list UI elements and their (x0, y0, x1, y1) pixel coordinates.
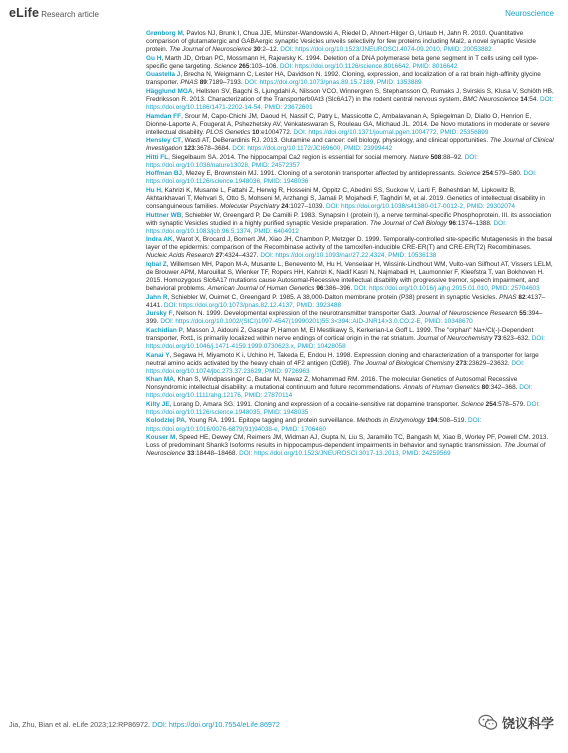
reference-links[interactable]: DOI: https://doi.org/10.1111/ahg.12176, PMID: 27870114 (146, 384, 533, 400)
reference-item (146, 236, 554, 260)
reference-pages: :394–399. (146, 310, 543, 326)
reference-links[interactable]: DOI: https://doi.org/10.1523/JNEUROSCI.3017-13.2013, PMID: 24259569 (239, 450, 451, 458)
reference-text: , Speed HE, Dewey CM, Reimers JM, Widman AJ, Gupta N, Liu S, Jaramillo TC, Bangash M, Xiao B, Worley PF, Powell CM. 2013. Loss of predominant Shank3 Isoforms results in hippocampus-dependent impairments in behavior and synaptic transmission. (146, 434, 549, 450)
footer-doi-link[interactable]: DOI: https://doi.org/10.7554/eLife.86972 (152, 720, 280, 729)
reference-item (146, 88, 554, 112)
reference-text: , Segawa H, Miyamoto K i, Uchino H, Takeda E, Endou H. 1998. Expression cloning and characterization of a transporter for large neutral amino acids activated by the heavy chain of 4F2 antigen (Cd98). (146, 351, 539, 367)
reference-item (146, 327, 554, 351)
reference-volume: 254 (482, 170, 493, 178)
section-label: Neuroscience (505, 9, 554, 18)
reference-pages: :103–106. (249, 62, 280, 70)
reference-journal: Journal of Neuroscience Research (418, 310, 518, 318)
reference-links[interactable]: DOI: https://doi.org/10.1172/JCI69600, PMID: 23999442 (232, 145, 393, 153)
reference-pages: :579–580. (493, 170, 524, 178)
reference-volume: 14 (520, 95, 528, 103)
reference-text: , Marth JD, Orban PC, Mossmann H, Rajewsky K. 1994. Deletion of a DNA polymerase beta gene segment in T cells using cell type-specific gene targeting. (146, 54, 539, 70)
reference-journal: The Journal of Biological Chemistry (352, 359, 455, 367)
reference-volume: 10 (252, 128, 260, 136)
reference-item (146, 187, 554, 211)
reference-authors: Kachidian P (146, 326, 183, 334)
reference-authors: Huttner WB (146, 211, 182, 219)
wechat-icon (478, 714, 498, 731)
reference-item (146, 137, 554, 153)
reference-pages: :342–368. (488, 384, 520, 392)
reference-links[interactable]: DOI: https://doi.org/10.1074/jbc.273.37.23629, PMID: 9726963 (146, 359, 525, 375)
reference-links[interactable]: DOI: https://doi.org/10.1093/nar/27.22.4324, PMID: 10536138 (260, 252, 437, 260)
reference-item (146, 310, 554, 326)
reference-volume: 80 (481, 384, 489, 392)
reference-volume: 265 (238, 62, 250, 70)
reference-links[interactable]: DOI: https://doi.org/10.1523/JNEUROSCI.4074-09.2010, PMID: 20053882 (280, 46, 492, 54)
reference-pages: :54. (527, 95, 540, 103)
reference-text: , Srour M, Capo-Chichi JM, Daoud H, Nassif C, Patry L, Massicotte C, Ambalavanan A, Spiegelman D, Diallo O, Henrion E, Dionne-Laporte A, Fougerat A, Pshezhetsky AV, Venkateswaran S, Rouleau GA, Michaud JL. 2014. De Novo mutations in moderate or severe intellectual disability. (146, 112, 550, 136)
reference-text: , Pavlos NJ, Brunk I, Chua JJE, Münster-Wandowski A, Riedel D, Ahnert-Hilger G, Urlaub H, Jahn R. 2010. Quantitative comparison of glutamatergic and GABAergic synaptic Vesicles unveils selectivity for few proteins including Mal2, a novel synaptic Vesicle protein. (146, 30, 537, 54)
reference-pages: :18448–18468. (194, 450, 240, 458)
reference-item (146, 212, 554, 236)
reference-item (146, 417, 554, 433)
reference-journal: The Journal of Clinical Investigation (146, 137, 554, 153)
reference-text: , Willemsen MH, Papon M-A, Musante L, Benevento M, Hu H, Venselaar H, Wissink-Lindhout WM, Vulto-van Silfhout AT, Vissers LELM, de Brouwer APM, Marouillat S, Wienker TF, Ropers HH, Kahrizi K, Nadif Kasri N, Najmabadi H, Laumonnier F, Kleefstra T, van Bokhoven H. 2015. Homozygous Slc6A17 mutations cause Autosomal-Recessive intellectual disability with progressive tremor, speech impairment, and behavioral problems. (146, 260, 553, 293)
reference-item (146, 113, 554, 137)
reference-journal: Annals of Human Genetics (403, 384, 480, 392)
reference-pages: :7189–7193. (206, 79, 245, 87)
reference-authors: Kolodziej PA (146, 417, 185, 425)
reference-journal: Nature (409, 153, 429, 161)
reference-text: , Mezey E, Brownstein MJ. 1991. Cloning of a serotonin transporter affected by antidepressants. (182, 170, 458, 178)
reference-journal: Journal of Neurochemistry (417, 334, 493, 342)
reference-volume: 27 (215, 252, 223, 260)
reference-text: , Siegelbaum SA. 2014. The hippocampal Ca2 region is essential for social memory. (168, 153, 410, 161)
reference-journal: The Journal of Neuroscience (146, 442, 546, 458)
reference-journal: Nucleic Acids Research (146, 252, 214, 260)
reference-item (146, 352, 554, 376)
reference-volume: 33 (187, 450, 195, 458)
reference-pages: :508–519. (437, 417, 468, 425)
reference-authors: Jahn R (146, 293, 168, 301)
reference-text: , Hellsten SV, Bagchi S, Ljungdahl A, Nilsson VCO, Winnergren S, Stephansson O, Rumaks J, Svirskis S, Klusa V, Schiöth HB, Fredriksson R. 2013. Characterization of the Transporterb0At3 (Slc6A17) in the rodent central nervous system. (146, 87, 554, 103)
reference-pages: :2–12. (260, 46, 281, 54)
reference-links[interactable]: DOI: https://doi.org/10.1002/(SICI)1097-4547(19990201)55:3<394::AID-JNR14>3.0.CO;2-E, PMID: 10348670 (160, 318, 473, 326)
watermark (478, 713, 554, 732)
logo-subtitle: Research article (41, 10, 99, 19)
reference-authors: Guastella J (146, 71, 181, 79)
reference-authors: Kouser M (146, 434, 176, 442)
reference-list (146, 30, 554, 459)
reference-item (146, 434, 554, 458)
reference-item (146, 294, 554, 310)
reference-volume: 254 (485, 400, 497, 408)
reference-journal: BMC Neuroscience (463, 95, 519, 103)
reference-text: , Wasti AT, DeBerardinis RJ. 2013. Glutamine and cancer: cell biology, physiology, and clinical opportunities. (181, 137, 490, 145)
reference-links[interactable]: DOI: https://doi.org/10.1371/journal.pgen.1004772, PMID: 25356899 (293, 128, 489, 136)
reference-authors: Indra AK (146, 236, 173, 244)
reference-links[interactable]: DOI: https://doi.org/10.1016/0076-6879(91)94038-e, PMID: 1706460 (146, 417, 482, 433)
reference-pages: :1374–1388. (455, 219, 494, 227)
footer-citation: Jia, Zhu, Bian et al. eLife 2023;12:RP86972. (9, 720, 153, 729)
reference-journal: PLOS Genetics (206, 128, 251, 136)
reference-text: , Schiebler W, Greengard P, De Camilli P. 1983. Synapsin I (protein I), a nerve terminal-specific Phosphoprotein. III. its association with synaptic Vesicles studied in a highly purified synaptic Vesicle preparation. (146, 211, 552, 227)
reference-links[interactable]: DOI: https://doi.org/10.1016/j.ajhg.2015.01.010, PMID: 25704603 (353, 285, 540, 293)
reference-volume: 24 (281, 203, 289, 211)
reference-volume: 30 (253, 46, 261, 54)
reference-pages: :386–396. (323, 285, 354, 293)
reference-authors: Hensley CT (146, 137, 182, 145)
reference-authors: Hu H (146, 186, 162, 194)
reference-authors: Jursky F (146, 310, 173, 318)
reference-pages: :88–92. (441, 153, 465, 161)
reference-links[interactable]: DOI: https://doi.org/10.1083/jcb.96.5.1374, PMID: 6404912 (146, 219, 507, 235)
reference-links[interactable]: DOI: https://doi.org/10.1186/1471-2202-14-54, PMID: 23672601 (146, 95, 554, 112)
reference-links[interactable]: DOI: https://doi.org/10.1126/science.1948035, PMID: 1948035 (146, 400, 541, 416)
reference-volume: 194 (426, 417, 438, 425)
reference-pages: :578–579. (496, 400, 527, 408)
reference-volume: 508 (430, 153, 442, 161)
reference-journal: The Journal of Neuroscience (169, 46, 252, 54)
reference-pages: :3678–3684. (194, 145, 233, 153)
reference-authors: Hoffman BJ (146, 170, 183, 178)
reference-links[interactable]: DOI: https://doi.org/10.1126/science.1948036, PMID: 1948036 (146, 170, 537, 186)
reference-pages: :e1004772. (259, 128, 294, 136)
reference-authors: Hamdan FF (146, 112, 182, 120)
reference-text: , Lorang D, Amara SG. 1991. Cloning and expression of a cocaine-sensitive rat dopamine transporter. (169, 400, 461, 408)
reference-item (146, 170, 554, 186)
reference-links[interactable]: DOI: https://doi.org/10.1073/pnas.89.15.7189, PMID: 1353889 (244, 79, 422, 87)
reference-links[interactable]: DOI: https://doi.org/10.1038/nature13028, PMID: 24572357 (146, 153, 478, 169)
reference-pages: :23629–23632. (466, 359, 512, 367)
page-footer (9, 720, 280, 729)
page-header (9, 6, 554, 22)
reference-volume: 82 (518, 293, 526, 301)
reference-journal: American Journal of Human Genetics (207, 285, 315, 293)
reference-authors: Iqbal Z (146, 260, 167, 268)
reference-authors: Gu H (146, 54, 162, 62)
reference-text: , Brecha N, Weigmann C, Lester HA, Davidson N. 1992. Cloning, expression, and localization of a rat brain high-affinity glycine transporter. (146, 71, 541, 87)
reference-text: , Schiebler W, Ouimet C, Greengard P. 1985. A 38,000-Dalton membrane protein (P38) present in synaptic Vesicles. (167, 293, 500, 301)
reference-authors: Hitti FL (146, 153, 169, 161)
reference-volume: 96 (448, 219, 456, 227)
reference-journal: PNAS (499, 293, 517, 301)
reference-item (146, 154, 554, 170)
reference-text: , Nelson N. 1999. Developmental expression of the neurotransmitter transporter Gat3. (172, 310, 419, 318)
reference-authors: Hägglund MGA (146, 87, 193, 95)
reference-journal: Science (460, 400, 484, 408)
reference-item (146, 401, 554, 417)
reference-authors: Khan MA (146, 376, 174, 384)
reference-journal: Molecular Psychiatry (220, 203, 280, 211)
reference-volume: 55 (519, 310, 527, 318)
reference-item (146, 55, 554, 71)
reference-volume: 96 (316, 285, 324, 293)
reference-text: , Kahrizi K, Musante L, Fattahi Z, Herwig R, Hosseini M, Oppitz C, Abedini SS, Suckow V, Larti F, Beheshtian M, Lipkowitz B, Akhtarkhavari T, Mehvari S, Otto S, Mohseni M, Arzhangi S, Jamali P, Mojahedi F, Taghdiri M, et al. 2019. Genetics of intellectual disability in consanguineous families. (146, 186, 545, 211)
reference-links[interactable]: DOI: https://doi.org/10.1126/science.8016642, PMID: 8016642 (279, 62, 458, 70)
reference-volume: 273 (455, 359, 467, 367)
reference-links[interactable]: DOI: https://doi.org/10.1038/s41380-017-0012-2, PMID: 29302074 (326, 203, 515, 211)
reference-item (146, 261, 554, 293)
reference-journal: Methods in Enzymology (356, 417, 426, 425)
reference-item (146, 376, 554, 400)
reference-text: , Young RA. 1991. Epitope tagging and protein surveillance. (184, 417, 357, 425)
reference-volume: 123 (183, 145, 195, 153)
reference-journal: The Journal of Cell Biology (370, 219, 447, 227)
elife-logo: eLife Research article (9, 6, 99, 20)
reference-volume: 73 (494, 334, 502, 342)
reference-authors: Grønborg M (146, 30, 183, 37)
reference-volume: 89 (199, 79, 207, 87)
reference-links[interactable]: DOI: https://doi.org/10.1046/j.1471-4159.1999.0730623.x, PMID: 10428058 (146, 334, 545, 351)
reference-journal: PNAS (180, 79, 198, 87)
reference-authors: Kanai Y (146, 351, 170, 359)
reference-item (146, 30, 554, 54)
reference-journal: Science (457, 170, 481, 178)
reference-pages: :4324–4327. (222, 252, 261, 260)
reference-item (146, 71, 554, 87)
reference-links[interactable]: DOI: https://doi.org/10.1073/pnas.82.12.4137, PMID: 3923488 (163, 301, 342, 309)
reference-authors: Kilty JE (146, 400, 170, 408)
reference-pages: :4137–4141. (146, 293, 546, 309)
reference-journal: Science (214, 62, 237, 70)
reference-pages: :623–632. (501, 334, 532, 342)
reference-text: , Khan S, Windpassinger C, Badar M, Nawaz Z, Mohammad RM. 2016. The molecular Genetics of Autosomal Recessive Nonsyndromic intellectual disability: a mutational continuum and future recommendations. (146, 376, 518, 392)
reference-text: , Warot X, Brocard J, Bornert JM, Xiao JH, Chambon P, Metzger D. 1999. Temporally-controlled site-specific Mutagenesis in the basal layer of the epidermis: comparison of the Recombinase activity of the tamoxifen-inducible CRE-ER(T) and CRE-ER(T2) Recombinases. (146, 236, 553, 252)
watermark-text: 饶议科学 (501, 717, 554, 732)
reference-pages: :1027–1039. (288, 203, 327, 211)
reference-text: , Masson J, Aidouni Z, Gaspar P, Hamon M, El Mestikawy S, Kerkerian-Le Goff L. 1999. The "orphan" Na+/Cl(-)-Dependent transporter, Rxt1, is primarily localized within nerve endings of cortical origin in the rat striatum. (146, 326, 534, 342)
